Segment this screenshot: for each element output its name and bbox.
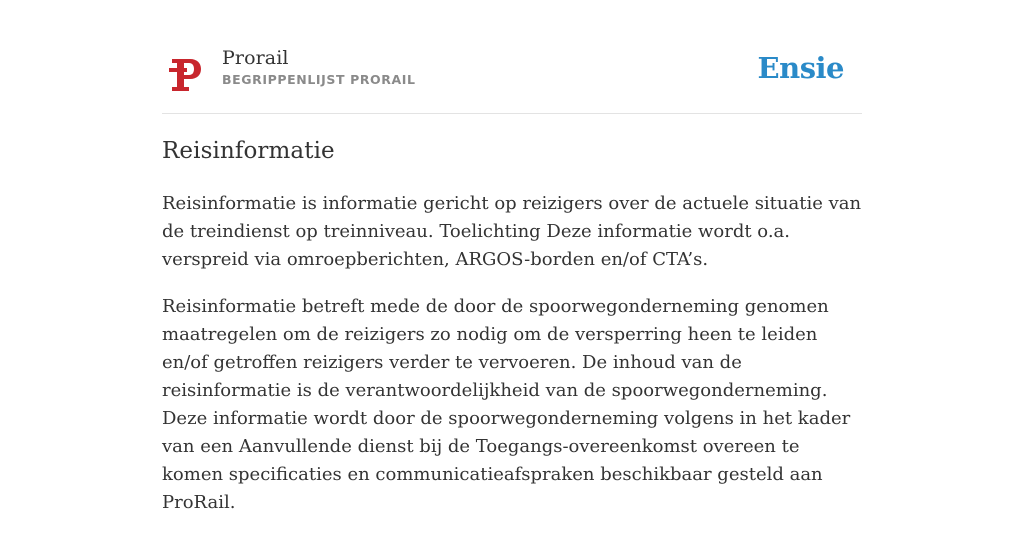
prorail-logo-icon[interactable] — [169, 54, 203, 92]
definition-paragraph: Reisinformatie is informatie gericht op reizigers over de actuele situatie van de treindienst op treinniveau. Toelichting Deze informatie wordt o.a. verspreid via omroepberichten, ARGOS-borden en/of CTA’s. — [162, 193, 862, 270]
ensie-logo[interactable]: Ensie — [757, 51, 844, 85]
definition-paragraph: Reisinformatie betreft mede de door de spoorwegonderneming genomen maatregelen om de reizigers zo nodig om de versperring heen te leiden en/of getroffen reizigers verder te vervoeren. De inhoud van de reisinformatie is de verantwoordelijkheid van de spoorwegonderneming. Deze informatie wordt door de spoorwegonderneming volgens in het kader van een Aanvullende dienst bij de Toegangs-overeenkomst overeen te komen specificaties en communicatieafspraken beschikbaar gesteld aan ProRail. — [162, 296, 851, 513]
definition-card — [162, 0, 862, 512]
page-title: Reisinformatie — [162, 138, 335, 164]
card-header — [162, 42, 862, 112]
definition-body — [162, 190, 862, 536]
brand-name[interactable]: Prorail — [222, 47, 289, 69]
header-divider — [162, 113, 862, 114]
brand-subtitle[interactable]: BEGRIPPENLIJST PRORAIL — [222, 72, 416, 87]
brand-block — [222, 46, 416, 87]
